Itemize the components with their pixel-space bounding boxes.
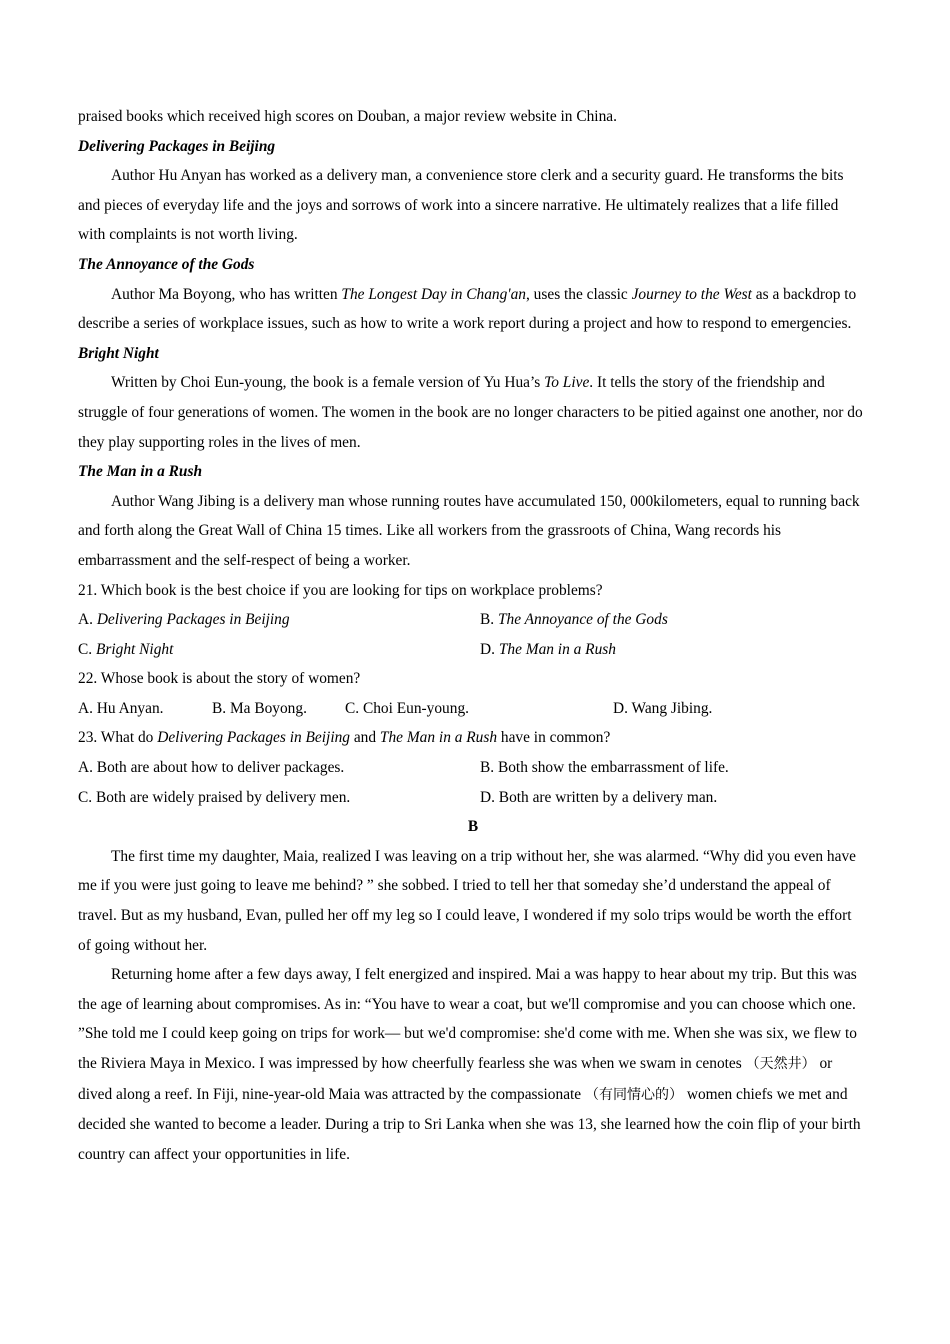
options-row [78, 753, 868, 783]
option-d: D. Wang Jibing. [613, 699, 713, 717]
book-reference: To Live [544, 374, 590, 392]
question-stem: 21. Which book is the best choice if you are looking for tips on workplace problems? [78, 581, 603, 599]
question-stem: 22. Whose book is about the story of women? [78, 670, 361, 688]
option-c: C. Bright Night [78, 640, 174, 658]
book-description: Written by Choi Eun-young, the book is a female version of Yu Hua’s To Live. It tells the story of the friendship and struggle of four generations of women. The women in the book are no longer characters to be pitied against one another, nor do they play supporting roles in the lives of men. [78, 374, 863, 451]
chinese-gloss: （有同情心的） [584, 1086, 683, 1103]
option-c: C. Choi Eun-young. [345, 699, 469, 717]
book-reference: Journey to the West [631, 285, 752, 303]
option-a: A. Both are about how to deliver packages. [78, 759, 345, 777]
option-d: D. The Man in a Rush [480, 640, 616, 658]
book-description: Author Hu Anyan has worked as a delivery man, a convenience store clerk and a security guard. He transforms the bits and pieces of everyday life and the joys and sorrows of work into a sincere narrative. He ultimately realizes that a life filled with complaints is not worth living. [78, 167, 844, 244]
option-a: A. Hu Anyan. [78, 699, 164, 717]
book-reference: The Longest Day in Chang'an [341, 285, 526, 303]
book-title: The Annoyance of the Gods [78, 255, 255, 273]
book-title: Delivering Packages in Beijing [78, 137, 276, 155]
option-c: C. Both are widely praised by delivery men. [78, 788, 351, 806]
options-row [78, 635, 868, 665]
option-a: A. Delivering Packages in Beijing [78, 611, 290, 629]
options-row [78, 694, 868, 724]
chinese-gloss: （天然井） [745, 1056, 816, 1072]
options-row [78, 605, 868, 635]
question-stem: 23. What do Delivering Packages in Beijing and The Man in a Rush have in common? [78, 729, 611, 747]
options-row [78, 783, 868, 813]
option-b: B. The Annoyance of the Gods [480, 611, 668, 629]
option-b: B. Ma Boyong. [212, 699, 307, 717]
passage-paragraph: The first time my daughter, Maia, realized I was leaving on a trip without her, she was alarmed. “Why did you even have me if you were just going to leave me behind? ” she sobbed. I tried to tell her that someday she’d understand the appeal of travel. But as my husband, Evan, pulled her off my leg so I could leave, I wondered if my solo trips would be worth the effort of going without her. [78, 847, 856, 954]
option-b: B. Both show the embarrassment of life. [480, 759, 729, 777]
book-title: Bright Night [78, 344, 159, 362]
section-heading: B [467, 818, 479, 836]
document-page [78, 102, 868, 1169]
book-description: Author Wang Jibing is a delivery man whose running routes have accumulated 150, 000kilometers, equal to running back and forth along the Great Wall of China 15 times. Like all workers from the grassroots of China, Wang records his embarrassment and the self-respect of being a worker. [78, 492, 860, 569]
book-description: Author Ma Boyong, who has written The Longest Day in Chang'an, uses the classic Journey to the West as a backdrop to describe a series of workplace issues, such as how to write a work report during a project and how to respond to emergencies. [78, 285, 857, 333]
option-d: D. Both are written by a delivery man. [480, 788, 718, 806]
passage-paragraph: Returning home after a few days away, I felt energized and inspired. Mai a was happy to hear about my trip. But this was the age of learning about compromises. As in: “You have to wear a coat, but we'll compromise and you can choose which one. ”She told me I could keep going on trips for work— but we'd compromise: she'd come with me. When she was six, we flew to the Riviera Maya in Mexico. I was impressed by how cheerfully fearless she was when we swam in cenotes （天然井） or dived along a reef. In Fiji, nine-year-old Maia was attracted by the compassionate （有同情心的） women chiefs we met and decided she wanted to become a leader. During a trip to Sri Lanka when she was 13, she learned how the coin flip of your birth country can affect your opportunities in life. [78, 966, 861, 1163]
book-title: The Man in a Rush [78, 463, 203, 481]
intro-text: praised books which received high scores on Douban, a major review website in China. [78, 108, 617, 125]
